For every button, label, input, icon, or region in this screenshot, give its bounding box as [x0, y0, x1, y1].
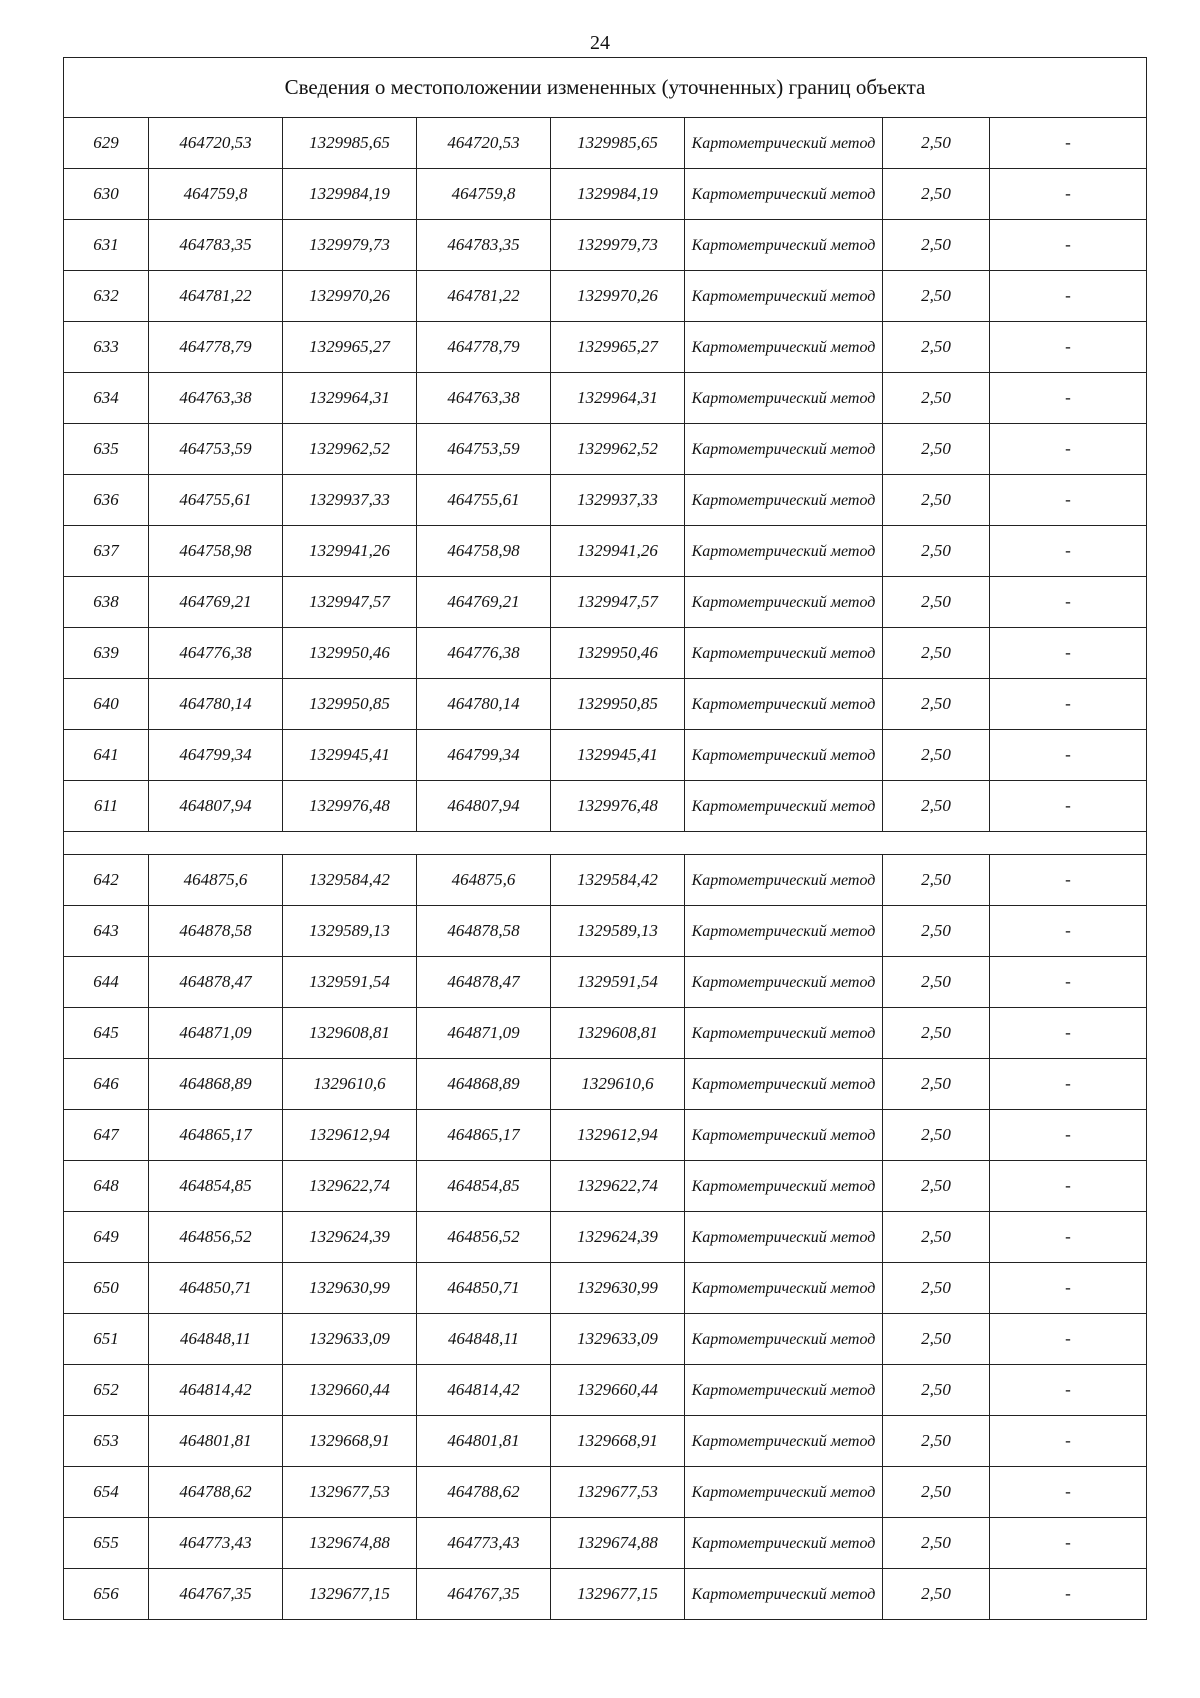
cell-method: Картометрический метод [685, 1518, 883, 1569]
table-row [64, 526, 1147, 577]
cell-y-new: 1329984,19 [551, 169, 685, 220]
group-separator-cell [64, 832, 1147, 855]
cell-x-new: 464788,62 [417, 1467, 551, 1518]
cell-y-new: 1329677,53 [551, 1467, 685, 1518]
cell-precision: 2,50 [883, 1263, 990, 1314]
cell-x-new: 464878,58 [417, 906, 551, 957]
table-row [64, 906, 1147, 957]
cell-y-existing: 1329945,41 [283, 730, 417, 781]
cell-method: Картометрический метод [685, 1161, 883, 1212]
cell-y-new: 1329941,26 [551, 526, 685, 577]
cell-x-existing: 464753,59 [149, 424, 283, 475]
cell-method: Картометрический метод [685, 1467, 883, 1518]
cell-method: Картометрический метод [685, 957, 883, 1008]
cell-x-existing: 464807,94 [149, 781, 283, 832]
cell-x-existing: 464755,61 [149, 475, 283, 526]
cell-point-number: 648 [64, 1161, 149, 1212]
cell-precision: 2,50 [883, 957, 990, 1008]
cell-y-new: 1329624,39 [551, 1212, 685, 1263]
cell-y-new: 1329937,33 [551, 475, 685, 526]
table-row [64, 1467, 1147, 1518]
cell-x-new: 464801,81 [417, 1416, 551, 1467]
cell-x-new: 464856,52 [417, 1212, 551, 1263]
table-row [64, 577, 1147, 628]
cell-x-new: 464807,94 [417, 781, 551, 832]
table-row [64, 855, 1147, 906]
cell-description: - [990, 424, 1147, 475]
cell-x-existing: 464850,71 [149, 1263, 283, 1314]
cell-point-number: 651 [64, 1314, 149, 1365]
cell-x-existing: 464776,38 [149, 628, 283, 679]
cell-description: - [990, 1110, 1147, 1161]
cell-point-number: 643 [64, 906, 149, 957]
cell-y-existing: 1329584,42 [283, 855, 417, 906]
cell-y-existing: 1329589,13 [283, 906, 417, 957]
cell-description: - [990, 628, 1147, 679]
cell-x-new: 464848,11 [417, 1314, 551, 1365]
cell-x-new: 464878,47 [417, 957, 551, 1008]
cell-description: - [990, 730, 1147, 781]
cell-x-existing: 464875,6 [149, 855, 283, 906]
cell-description: - [990, 1467, 1147, 1518]
cell-precision: 2,50 [883, 424, 990, 475]
cell-y-existing: 1329624,39 [283, 1212, 417, 1263]
cell-y-new: 1329947,57 [551, 577, 685, 628]
cell-precision: 2,50 [883, 906, 990, 957]
cell-y-existing: 1329677,53 [283, 1467, 417, 1518]
cell-precision: 2,50 [883, 679, 990, 730]
table-row [64, 1212, 1147, 1263]
cell-point-number: 640 [64, 679, 149, 730]
group-separator-row [64, 832, 1147, 855]
cell-x-new: 464781,22 [417, 271, 551, 322]
cell-description: - [990, 1365, 1147, 1416]
cell-y-existing: 1329677,15 [283, 1569, 417, 1620]
table-row [64, 957, 1147, 1008]
cell-description: - [990, 1569, 1147, 1620]
cell-y-existing: 1329979,73 [283, 220, 417, 271]
cell-method: Картометрический метод [685, 1059, 883, 1110]
cell-description: - [990, 855, 1147, 906]
cell-precision: 2,50 [883, 1416, 990, 1467]
cell-y-new: 1329610,6 [551, 1059, 685, 1110]
cell-y-existing: 1329941,26 [283, 526, 417, 577]
cell-description: - [990, 679, 1147, 730]
cell-point-number: 636 [64, 475, 149, 526]
cell-point-number: 638 [64, 577, 149, 628]
cell-y-existing: 1329937,33 [283, 475, 417, 526]
cell-x-new: 464720,53 [417, 118, 551, 169]
cell-x-existing: 464781,22 [149, 271, 283, 322]
cell-method: Картометрический метод [685, 1365, 883, 1416]
cell-x-new: 464753,59 [417, 424, 551, 475]
cell-description: - [990, 1518, 1147, 1569]
cell-point-number: 647 [64, 1110, 149, 1161]
table-row [64, 628, 1147, 679]
cell-method: Картометрический метод [685, 1008, 883, 1059]
cell-method: Картометрический метод [685, 424, 883, 475]
table-row [64, 118, 1147, 169]
cell-description: - [990, 781, 1147, 832]
cell-x-existing: 464814,42 [149, 1365, 283, 1416]
cell-description: - [990, 118, 1147, 169]
cell-x-existing: 464758,98 [149, 526, 283, 577]
cell-precision: 2,50 [883, 271, 990, 322]
cell-x-new: 464769,21 [417, 577, 551, 628]
cell-description: - [990, 1314, 1147, 1365]
cell-x-existing: 464854,85 [149, 1161, 283, 1212]
cell-method: Картометрический метод [685, 220, 883, 271]
cell-point-number: 655 [64, 1518, 149, 1569]
cell-x-existing: 464848,11 [149, 1314, 283, 1365]
cell-x-new: 464865,17 [417, 1110, 551, 1161]
cell-method: Картометрический метод [685, 322, 883, 373]
cell-point-number: 632 [64, 271, 149, 322]
cell-y-existing: 1329591,54 [283, 957, 417, 1008]
table-row [64, 730, 1147, 781]
cell-y-new: 1329985,65 [551, 118, 685, 169]
table-row [64, 322, 1147, 373]
cell-method: Картометрический метод [685, 679, 883, 730]
cell-x-new: 464755,61 [417, 475, 551, 526]
cell-description: - [990, 1161, 1147, 1212]
cell-y-existing: 1329964,31 [283, 373, 417, 424]
cell-point-number: 656 [64, 1569, 149, 1620]
cell-y-new: 1329945,41 [551, 730, 685, 781]
cell-method: Картометрический метод [685, 118, 883, 169]
cell-point-number: 642 [64, 855, 149, 906]
cell-description: - [990, 220, 1147, 271]
cell-method: Картометрический метод [685, 730, 883, 781]
cell-description: - [990, 577, 1147, 628]
cell-point-number: 654 [64, 1467, 149, 1518]
cell-description: - [990, 475, 1147, 526]
cell-y-new: 1329584,42 [551, 855, 685, 906]
cell-x-new: 464854,85 [417, 1161, 551, 1212]
cell-method: Картометрический метод [685, 781, 883, 832]
cell-point-number: 635 [64, 424, 149, 475]
cell-y-existing: 1329668,91 [283, 1416, 417, 1467]
cell-y-existing: 1329612,94 [283, 1110, 417, 1161]
cell-point-number: 649 [64, 1212, 149, 1263]
cell-method: Картометрический метод [685, 1569, 883, 1620]
cell-description: - [990, 169, 1147, 220]
cell-point-number: 634 [64, 373, 149, 424]
cell-x-new: 464776,38 [417, 628, 551, 679]
table-row [64, 373, 1147, 424]
cell-precision: 2,50 [883, 730, 990, 781]
cell-precision: 2,50 [883, 118, 990, 169]
cell-y-existing: 1329674,88 [283, 1518, 417, 1569]
cell-point-number: 653 [64, 1416, 149, 1467]
cell-precision: 2,50 [883, 628, 990, 679]
cell-y-new: 1329589,13 [551, 906, 685, 957]
cell-precision: 2,50 [883, 1212, 990, 1263]
cell-precision: 2,50 [883, 1518, 990, 1569]
cell-x-new: 464783,35 [417, 220, 551, 271]
cell-x-new: 464868,89 [417, 1059, 551, 1110]
cell-precision: 2,50 [883, 169, 990, 220]
cell-y-existing: 1329630,99 [283, 1263, 417, 1314]
cell-precision: 2,50 [883, 1059, 990, 1110]
cell-point-number: 637 [64, 526, 149, 577]
cell-y-existing: 1329950,85 [283, 679, 417, 730]
cell-y-existing: 1329976,48 [283, 781, 417, 832]
cell-y-existing: 1329622,74 [283, 1161, 417, 1212]
cell-y-new: 1329668,91 [551, 1416, 685, 1467]
cell-point-number: 645 [64, 1008, 149, 1059]
cell-point-number: 611 [64, 781, 149, 832]
cell-x-existing: 464773,43 [149, 1518, 283, 1569]
table-row [64, 424, 1147, 475]
table-row [64, 475, 1147, 526]
cell-point-number: 629 [64, 118, 149, 169]
cell-x-new: 464871,09 [417, 1008, 551, 1059]
cell-y-new: 1329608,81 [551, 1008, 685, 1059]
cell-precision: 2,50 [883, 220, 990, 271]
table-row [64, 220, 1147, 271]
boundary-coordinates-table [63, 57, 1147, 1620]
cell-method: Картометрический метод [685, 577, 883, 628]
cell-y-new: 1329612,94 [551, 1110, 685, 1161]
table-row [64, 1110, 1147, 1161]
cell-y-new: 1329660,44 [551, 1365, 685, 1416]
cell-x-existing: 464720,53 [149, 118, 283, 169]
cell-y-new: 1329962,52 [551, 424, 685, 475]
cell-description: - [990, 1416, 1147, 1467]
cell-x-existing: 464780,14 [149, 679, 283, 730]
cell-description: - [990, 526, 1147, 577]
cell-method: Картометрический метод [685, 1314, 883, 1365]
cell-x-existing: 464799,34 [149, 730, 283, 781]
cell-x-new: 464758,98 [417, 526, 551, 577]
cell-x-existing: 464868,89 [149, 1059, 283, 1110]
table-row [64, 1314, 1147, 1365]
cell-y-new: 1329633,09 [551, 1314, 685, 1365]
cell-x-existing: 464856,52 [149, 1212, 283, 1263]
cell-point-number: 639 [64, 628, 149, 679]
cell-x-new: 464778,79 [417, 322, 551, 373]
cell-description: - [990, 1059, 1147, 1110]
cell-method: Картометрический метод [685, 1212, 883, 1263]
cell-x-existing: 464763,38 [149, 373, 283, 424]
cell-precision: 2,50 [883, 781, 990, 832]
cell-method: Картометрический метод [685, 526, 883, 577]
cell-y-existing: 1329610,6 [283, 1059, 417, 1110]
cell-x-existing: 464788,62 [149, 1467, 283, 1518]
cell-description: - [990, 906, 1147, 957]
cell-description: - [990, 957, 1147, 1008]
cell-method: Картометрический метод [685, 373, 883, 424]
cell-method: Картометрический метод [685, 855, 883, 906]
cell-precision: 2,50 [883, 855, 990, 906]
cell-point-number: 644 [64, 957, 149, 1008]
table-row [64, 1008, 1147, 1059]
cell-x-new: 464773,43 [417, 1518, 551, 1569]
cell-y-new: 1329965,27 [551, 322, 685, 373]
table-row [64, 1263, 1147, 1314]
table-row [64, 169, 1147, 220]
cell-point-number: 641 [64, 730, 149, 781]
cell-method: Картометрический метод [685, 1263, 883, 1314]
table-title: Сведения о местоположении измененных (уточненных) границ объекта [64, 58, 1147, 118]
cell-x-new: 464875,6 [417, 855, 551, 906]
cell-method: Картометрический метод [685, 1416, 883, 1467]
table-row [64, 1059, 1147, 1110]
cell-point-number: 631 [64, 220, 149, 271]
cell-description: - [990, 373, 1147, 424]
cell-description: - [990, 322, 1147, 373]
cell-precision: 2,50 [883, 1161, 990, 1212]
cell-y-new: 1329950,46 [551, 628, 685, 679]
cell-y-existing: 1329947,57 [283, 577, 417, 628]
cell-precision: 2,50 [883, 1110, 990, 1161]
cell-y-new: 1329979,73 [551, 220, 685, 271]
cell-y-existing: 1329965,27 [283, 322, 417, 373]
cell-precision: 2,50 [883, 1467, 990, 1518]
cell-precision: 2,50 [883, 1008, 990, 1059]
cell-y-new: 1329970,26 [551, 271, 685, 322]
cell-x-new: 464780,14 [417, 679, 551, 730]
cell-precision: 2,50 [883, 526, 990, 577]
cell-x-existing: 464865,17 [149, 1110, 283, 1161]
table-row [64, 1518, 1147, 1569]
cell-y-new: 1329591,54 [551, 957, 685, 1008]
cell-x-new: 464763,38 [417, 373, 551, 424]
cell-y-new: 1329630,99 [551, 1263, 685, 1314]
cell-y-new: 1329622,74 [551, 1161, 685, 1212]
cell-description: - [990, 1008, 1147, 1059]
cell-y-existing: 1329660,44 [283, 1365, 417, 1416]
table-row [64, 1416, 1147, 1467]
cell-point-number: 650 [64, 1263, 149, 1314]
cell-precision: 2,50 [883, 1569, 990, 1620]
cell-method: Картометрический метод [685, 169, 883, 220]
table-row [64, 271, 1147, 322]
table-row [64, 1161, 1147, 1212]
cell-y-existing: 1329984,19 [283, 169, 417, 220]
cell-y-existing: 1329608,81 [283, 1008, 417, 1059]
cell-x-existing: 464783,35 [149, 220, 283, 271]
cell-method: Картометрический метод [685, 475, 883, 526]
cell-description: - [990, 1263, 1147, 1314]
table-row [64, 1365, 1147, 1416]
cell-x-existing: 464759,8 [149, 169, 283, 220]
page-number: 24 [590, 32, 610, 54]
cell-x-existing: 464878,47 [149, 957, 283, 1008]
cell-x-existing: 464801,81 [149, 1416, 283, 1467]
cell-x-existing: 464769,21 [149, 577, 283, 628]
cell-x-new: 464759,8 [417, 169, 551, 220]
table-row [64, 781, 1147, 832]
cell-precision: 2,50 [883, 322, 990, 373]
cell-point-number: 630 [64, 169, 149, 220]
cell-method: Картометрический метод [685, 271, 883, 322]
cell-y-new: 1329976,48 [551, 781, 685, 832]
cell-method: Картометрический метод [685, 1110, 883, 1161]
cell-x-existing: 464778,79 [149, 322, 283, 373]
cell-point-number: 646 [64, 1059, 149, 1110]
cell-precision: 2,50 [883, 373, 990, 424]
cell-method: Картометрический метод [685, 628, 883, 679]
cell-x-existing: 464871,09 [149, 1008, 283, 1059]
cell-description: - [990, 1212, 1147, 1263]
cell-y-existing: 1329633,09 [283, 1314, 417, 1365]
cell-precision: 2,50 [883, 475, 990, 526]
cell-precision: 2,50 [883, 577, 990, 628]
cell-y-new: 1329677,15 [551, 1569, 685, 1620]
cell-y-existing: 1329962,52 [283, 424, 417, 475]
cell-y-new: 1329950,85 [551, 679, 685, 730]
cell-x-new: 464799,34 [417, 730, 551, 781]
cell-y-existing: 1329950,46 [283, 628, 417, 679]
cell-precision: 2,50 [883, 1365, 990, 1416]
cell-method: Картометрический метод [685, 906, 883, 957]
cell-point-number: 652 [64, 1365, 149, 1416]
cell-y-existing: 1329970,26 [283, 271, 417, 322]
table-row [64, 679, 1147, 730]
cell-point-number: 633 [64, 322, 149, 373]
cell-x-new: 464814,42 [417, 1365, 551, 1416]
cell-description: - [990, 271, 1147, 322]
cell-x-new: 464850,71 [417, 1263, 551, 1314]
cell-y-new: 1329674,88 [551, 1518, 685, 1569]
cell-y-existing: 1329985,65 [283, 118, 417, 169]
cell-x-existing: 464767,35 [149, 1569, 283, 1620]
table-row [64, 1569, 1147, 1620]
cell-x-existing: 464878,58 [149, 906, 283, 957]
cell-y-new: 1329964,31 [551, 373, 685, 424]
cell-precision: 2,50 [883, 1314, 990, 1365]
cell-x-new: 464767,35 [417, 1569, 551, 1620]
